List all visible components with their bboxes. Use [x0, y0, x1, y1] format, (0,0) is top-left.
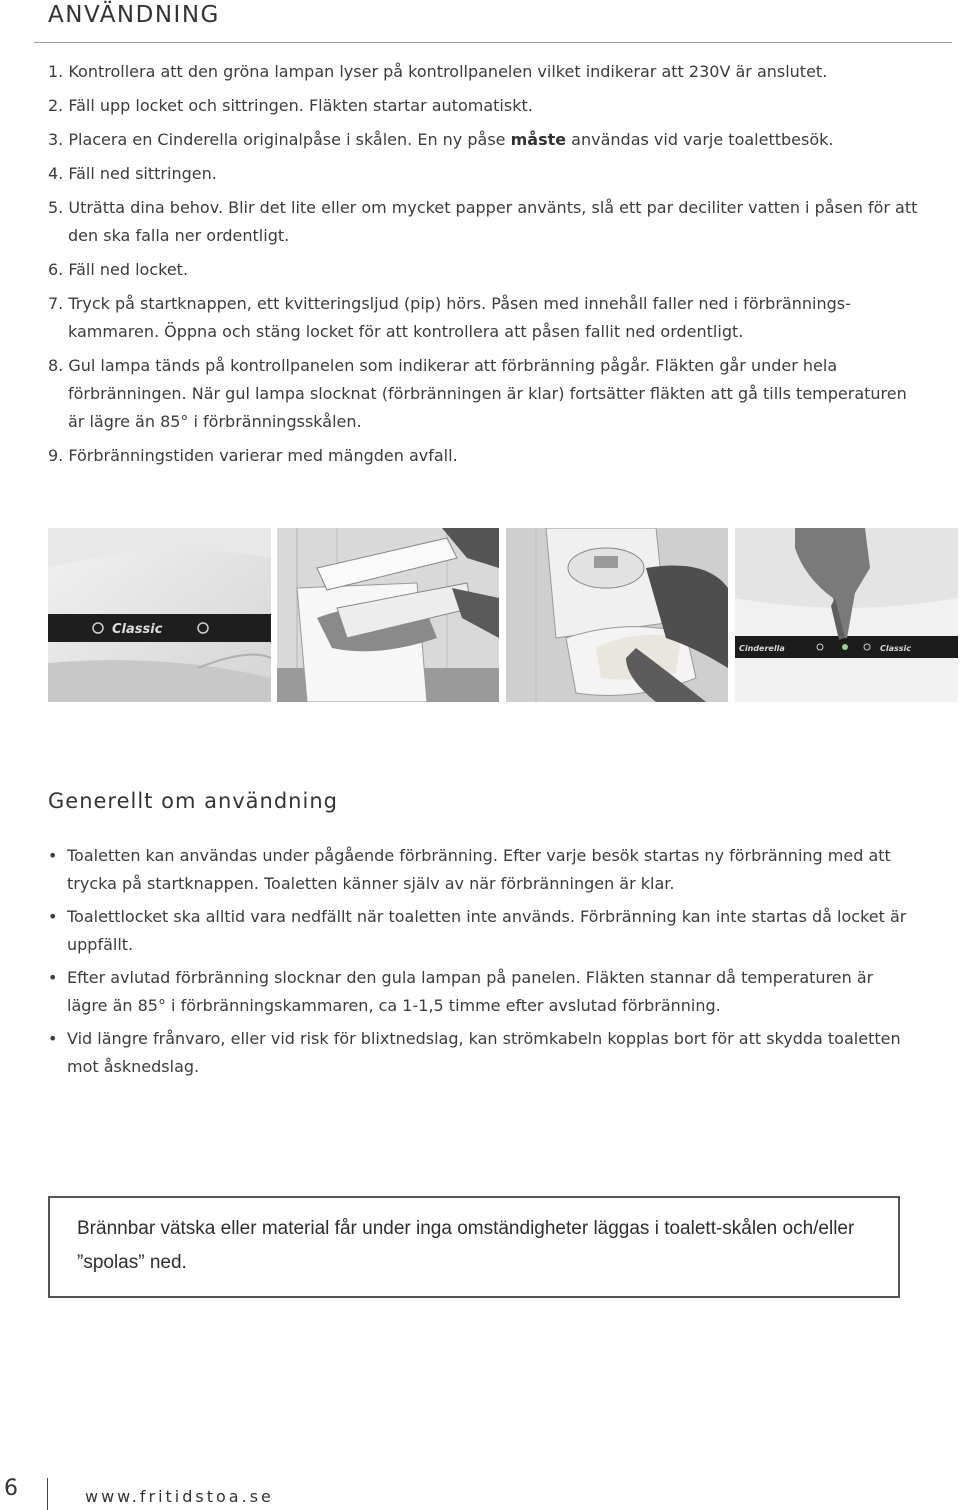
- bullet-marker: •: [48, 846, 58, 865]
- general-item-4: [48, 1025, 918, 1081]
- panel-label-cinderella: Cinderella: [739, 644, 785, 653]
- panel-label-classic-2: Classic: [880, 644, 912, 653]
- warning-text: Brännbar vätska eller material får under inga omständigheter läggas i toalett-skålen och/eller ”spolas” ned.: [77, 1218, 855, 1273]
- warning-box: [48, 1196, 900, 1298]
- general-item-2: [48, 903, 918, 959]
- step-3-emphasis: måste: [510, 130, 567, 149]
- general-item-1: [48, 842, 918, 898]
- step-3-text-after: användas vid varje toalettbesök.: [566, 130, 834, 149]
- photo-pressing-button: [735, 528, 958, 702]
- step-3-text-before: 3. Placera en Cinderella originalpåse i skålen. En ny påse: [48, 130, 511, 149]
- step-1: 1. Kontrollera att den gröna lampan lyser på kontrollpanelen vilket indikerar att 230V är anslutet.: [48, 62, 828, 81]
- panel-label-classic: Classic: [112, 622, 163, 637]
- photo-placing-bag-image: [506, 528, 728, 702]
- step-6: 6. Fäll ned locket.: [48, 260, 189, 279]
- step-5: 5. Uträtta dina behov. Blir det lite eller om mycket papper använts, slå ett par deciliter vatten i påsen för att den ska falla ner ordentligt.: [48, 198, 918, 245]
- general-item-1-text: Toaletten kan användas under pågående förbränning. Efter varje besök startas ny förbränning med att trycka på startknappen. Toaletten känner själv av när förbränningen är klar.: [67, 846, 891, 893]
- bullet-marker: •: [48, 1029, 58, 1048]
- step-3: [48, 126, 928, 154]
- photo-lifting-seat: [277, 528, 499, 702]
- website-link[interactable]: www.fritidstoa.se: [85, 1487, 274, 1506]
- photo-control-panel-image: [48, 528, 271, 702]
- step-9: 9. Förbränningstiden varierar med mängden avfall.: [48, 446, 458, 465]
- general-item-3: [48, 964, 918, 1020]
- general-usage-heading: Generellt om användning: [48, 789, 338, 813]
- step-8: 8. Gul lampa tänds på kontrollpanelen som indikerar att förbränning pågår. Fläkten går under hela förbränningen. När gul lampa slocknat (förbränningen är klar) fortsätter fläkten att gå tills temperaturen är lägre än 85° i förbränningsskålen.: [48, 356, 907, 431]
- general-item-2-text: Toalettlocket ska alltid vara nedfällt när toaletten inte används. Förbränning kan inte startas då locket är uppfällt.: [67, 907, 907, 954]
- title-divider: [34, 42, 952, 43]
- footer-divider: [47, 1478, 48, 1510]
- step-7: 7. Tryck på startknappen, ett kvitteringsljud (pip) hörs. Påsen med innehåll faller ned i förbrännings-kammaren. Öppna och stäng locket för att kontrollera att påsen fallit ned ordentligt.: [48, 294, 851, 341]
- page-number: 6: [4, 1476, 18, 1501]
- bullet-marker: •: [48, 907, 58, 926]
- photo-control-panel: [48, 528, 271, 702]
- general-item-3-text: Efter avlutad förbränning slocknar den gula lampan på panelen. Fläkten stannar då temperaturen är lägre än 85° i förbränningskammaren, ca 1-1,5 timme efter avslutad förbränning.: [67, 968, 874, 1015]
- photo-placing-bag: [506, 528, 728, 702]
- instruction-photos: [48, 528, 958, 702]
- step-2: 2. Fäll upp locket och sittringen. Fläkten startar automatiskt.: [48, 96, 533, 115]
- usage-steps-list: [48, 58, 928, 476]
- bullet-marker: •: [48, 968, 58, 987]
- page-title: ANVÄNDNING: [48, 2, 220, 28]
- step-4: 4. Fäll ned sittringen.: [48, 164, 217, 183]
- photo-lifting-seat-image: [277, 528, 499, 702]
- photo-pressing-button-image: [735, 528, 958, 702]
- general-item-4-text: Vid längre frånvaro, eller vid risk för blixtnedslag, kan strömkabeln kopplas bort för att skydda toaletten mot åsknedslag.: [67, 1029, 901, 1076]
- general-usage-list: [48, 842, 918, 1086]
